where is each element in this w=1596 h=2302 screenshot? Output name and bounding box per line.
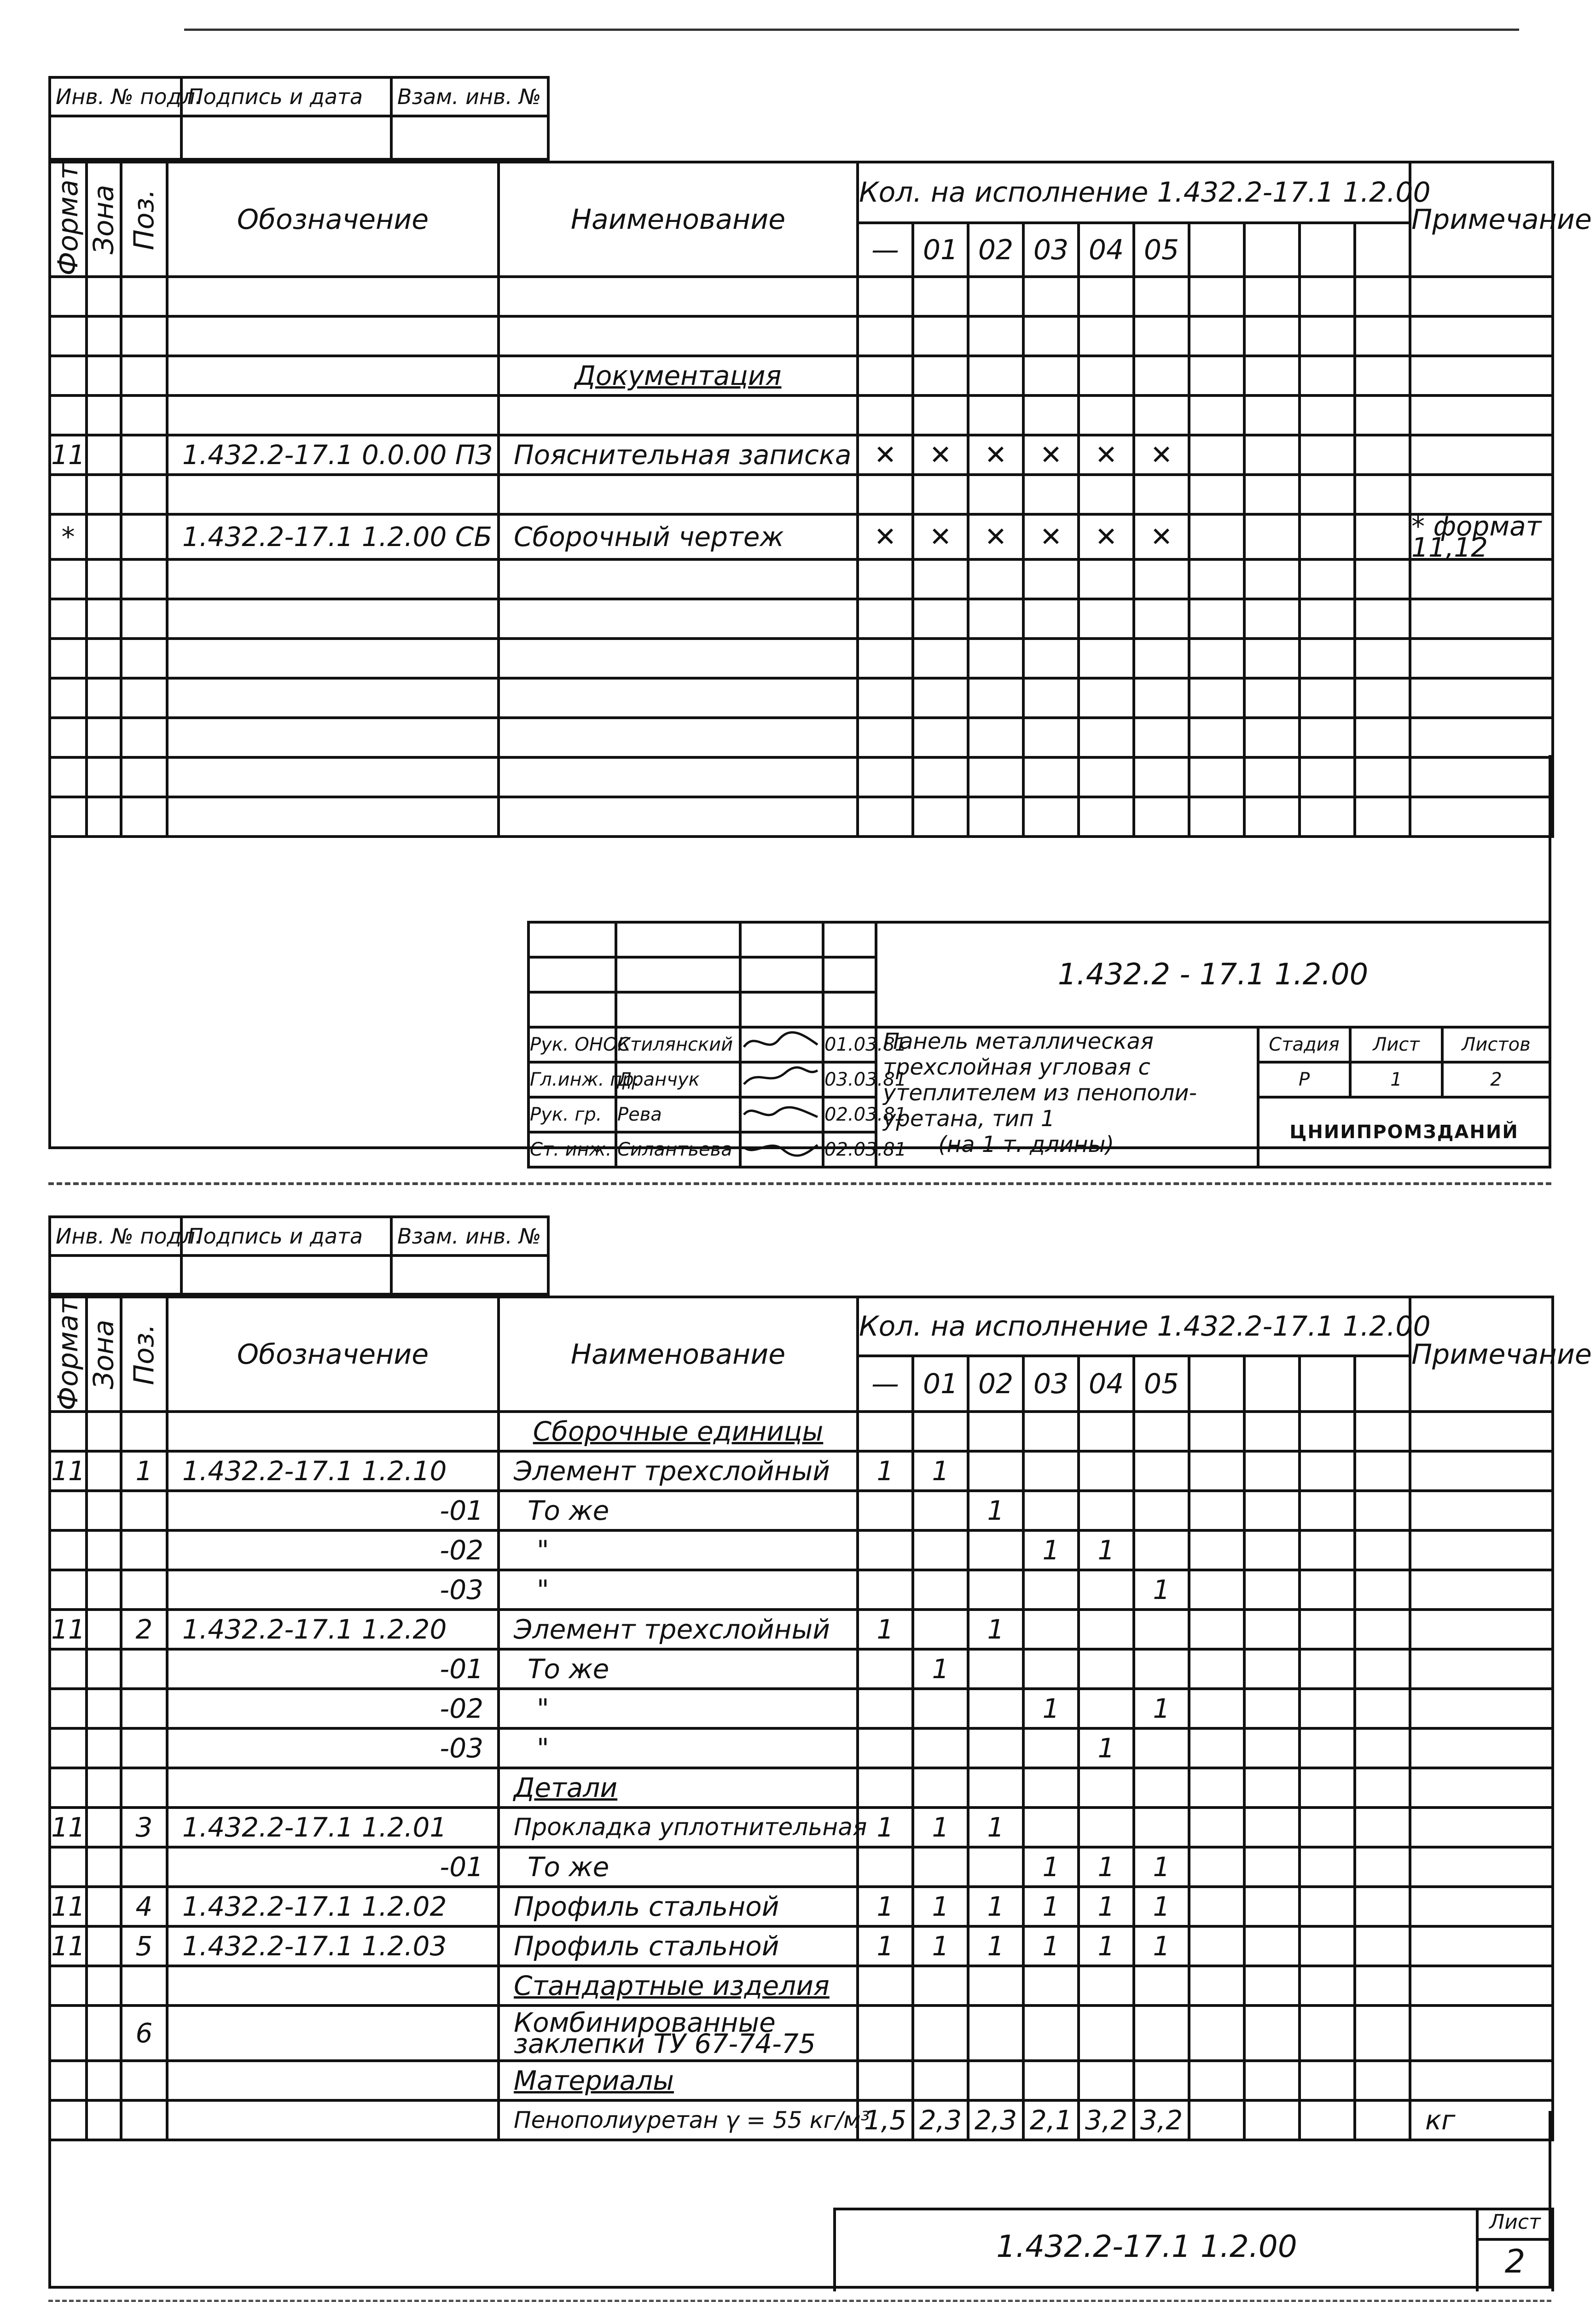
- inv-header-1: [48, 76, 550, 161]
- inv-number-label: Инв. № подл.: [50, 77, 181, 116]
- col-note: Примечание: [1410, 162, 1553, 277]
- variant-03: 03: [1023, 1356, 1079, 1412]
- table-row: * 1.432.2-17.1 1.2.00 СБ Сборочный чертеж ✕ ✕ ✕ ✕ ✕ ✕ * формат 11,12: [50, 514, 1553, 559]
- table-row: -02 " 1 1: [50, 1530, 1553, 1570]
- signature-date-label: Подпись и дата: [181, 1217, 391, 1256]
- spec-table-1: [48, 161, 1592, 838]
- table-row: -01 То же 1: [50, 1491, 1553, 1530]
- cut-line: [48, 1182, 1551, 1185]
- col-note: Примечание: [1410, 1297, 1553, 1412]
- variant-02: 02: [968, 1356, 1023, 1412]
- variant-03: 03: [1023, 223, 1079, 277]
- table-row: 11 1 1.432.2-17.1 1.2.10 Элемент трехслойный 1 1: [50, 1451, 1553, 1491]
- doc-code: 1.432.2 - 17.1 1.2.00: [876, 922, 1550, 1027]
- table-row: 11 4 1.432.2-17.1 1.2.02 Профиль стальной 1 1 1 1 1 1: [50, 1887, 1553, 1926]
- col-designation: Обозначение: [167, 162, 499, 277]
- col-qty-title: Кол. на исполнение 1.432.2-17.1 1.2.00: [858, 1297, 1410, 1356]
- doc-code: 1.432.2-17.1 1.2.00: [996, 2229, 1297, 2264]
- table-row: -03 " 1: [50, 1570, 1553, 1610]
- variant-02: 02: [968, 223, 1023, 277]
- col-name: Наименование: [499, 162, 858, 277]
- section-details: Детали: [499, 1768, 858, 1808]
- section-materials: Материалы: [499, 2061, 858, 2100]
- table-row: -01 То же 1 1 1: [50, 1847, 1553, 1887]
- col-pos: Поз.: [121, 162, 167, 277]
- table-row: 11 1.432.2-17.1 0.0.00 ПЗ Пояснительная записка ✕ ✕ ✕ ✕ ✕ ✕: [50, 435, 1553, 475]
- signature: [740, 1132, 823, 1167]
- organization: ЦНИИПРОМЗДАНИЙ: [1258, 1097, 1550, 1167]
- table-row: -02 " 1 1: [50, 1689, 1553, 1728]
- section-documentation: Документация: [499, 356, 858, 395]
- sheet-label: Лист: [1479, 2210, 1551, 2241]
- variant-04: 04: [1079, 223, 1134, 277]
- col-zone: Зона: [87, 1297, 121, 1412]
- spec-table-2: [48, 1296, 1592, 2141]
- variant-05: 05: [1134, 1356, 1189, 1412]
- col-qty-title: Кол. на исполнение 1.432.2-17.1 1.2.00: [858, 162, 1410, 223]
- variant-base: —: [858, 223, 913, 277]
- signature-date-label: Подпись и дата: [181, 77, 391, 116]
- spec-sheet-2: [48, 1215, 1592, 2141]
- table-row: 11 2 1.432.2-17.1 1.2.20 Элемент трехслойный 1 1: [50, 1610, 1553, 1649]
- col-format: Формат: [50, 1297, 87, 1412]
- section-standard-items: Стандартные изделия: [499, 1966, 858, 2006]
- col-zone: Зона: [87, 162, 121, 277]
- table-row: 11 3 1.432.2-17.1 1.2.01 Прокладка уплотнительная 1 1 1: [50, 1808, 1553, 1847]
- top-rule: [184, 29, 1519, 31]
- bottom-rule: [48, 2300, 1551, 2302]
- table-row: Пенополиуретан γ = 55 кг/м³ 1,5 2,3 2,3 2,1 3,2 3,2 кг: [50, 2100, 1553, 2140]
- variant-05: 05: [1134, 223, 1189, 277]
- table-row: -03 " 1: [50, 1728, 1553, 1768]
- table-row: -01 То же 1: [50, 1649, 1553, 1689]
- spec-sheet-1: [48, 76, 1592, 838]
- footer-block-2: [833, 2208, 1554, 2291]
- table-row: 6 Комбинированные заклепки ТУ 67-74-75: [50, 2006, 1553, 2061]
- variant-base: —: [858, 1356, 913, 1412]
- inv-header-2: [48, 1215, 550, 1296]
- col-designation: Обозначение: [167, 1297, 499, 1412]
- doc-title: Панель металлическая трехслойная угловая с утеплителем из пенополи- уретана, тип 1 (на 1 т. длины): [876, 1027, 1258, 1167]
- sheet-number: 2: [1504, 2243, 1526, 2280]
- inv-number-label: Инв. № подл.: [50, 1217, 181, 1256]
- variant-01: 01: [913, 223, 968, 277]
- title-block-1: 1.432.2 - 17.1 1.2.00 Рук. ОНОК Стилянский 01.03.81 Панель металлическая трехслойная угловая с утеплителем из пенополи- уретана, тип 1 (на 1 т. длины) Стадия Лист Листов Гл.инж. пр. Дранчук 03.03.81 Р 1 2 Рук. гр. Рева 02.03.81 ЦНИИПРОМЗДАНИЙ Ст. инж. Силантьева 02.03.81: [527, 921, 1549, 1168]
- col-format: Формат: [50, 162, 87, 277]
- signature: [740, 1062, 823, 1097]
- col-pos: Поз.: [121, 1297, 167, 1412]
- replace-inv-label: Взам. инв. №: [391, 1217, 548, 1256]
- col-name: Наименование: [499, 1297, 858, 1412]
- replace-inv-label: Взам. инв. №: [391, 77, 548, 116]
- spec-rows-2: [50, 1412, 1553, 2140]
- section-assembly-units: Сборочные единицы: [499, 1412, 858, 1451]
- table-row: 11 5 1.432.2-17.1 1.2.03 Профиль стальной 1 1 1 1 1 1: [50, 1926, 1553, 1966]
- signature: [740, 1027, 823, 1062]
- signature: [740, 1097, 823, 1132]
- variant-01: 01: [913, 1356, 968, 1412]
- variant-04: 04: [1079, 1356, 1134, 1412]
